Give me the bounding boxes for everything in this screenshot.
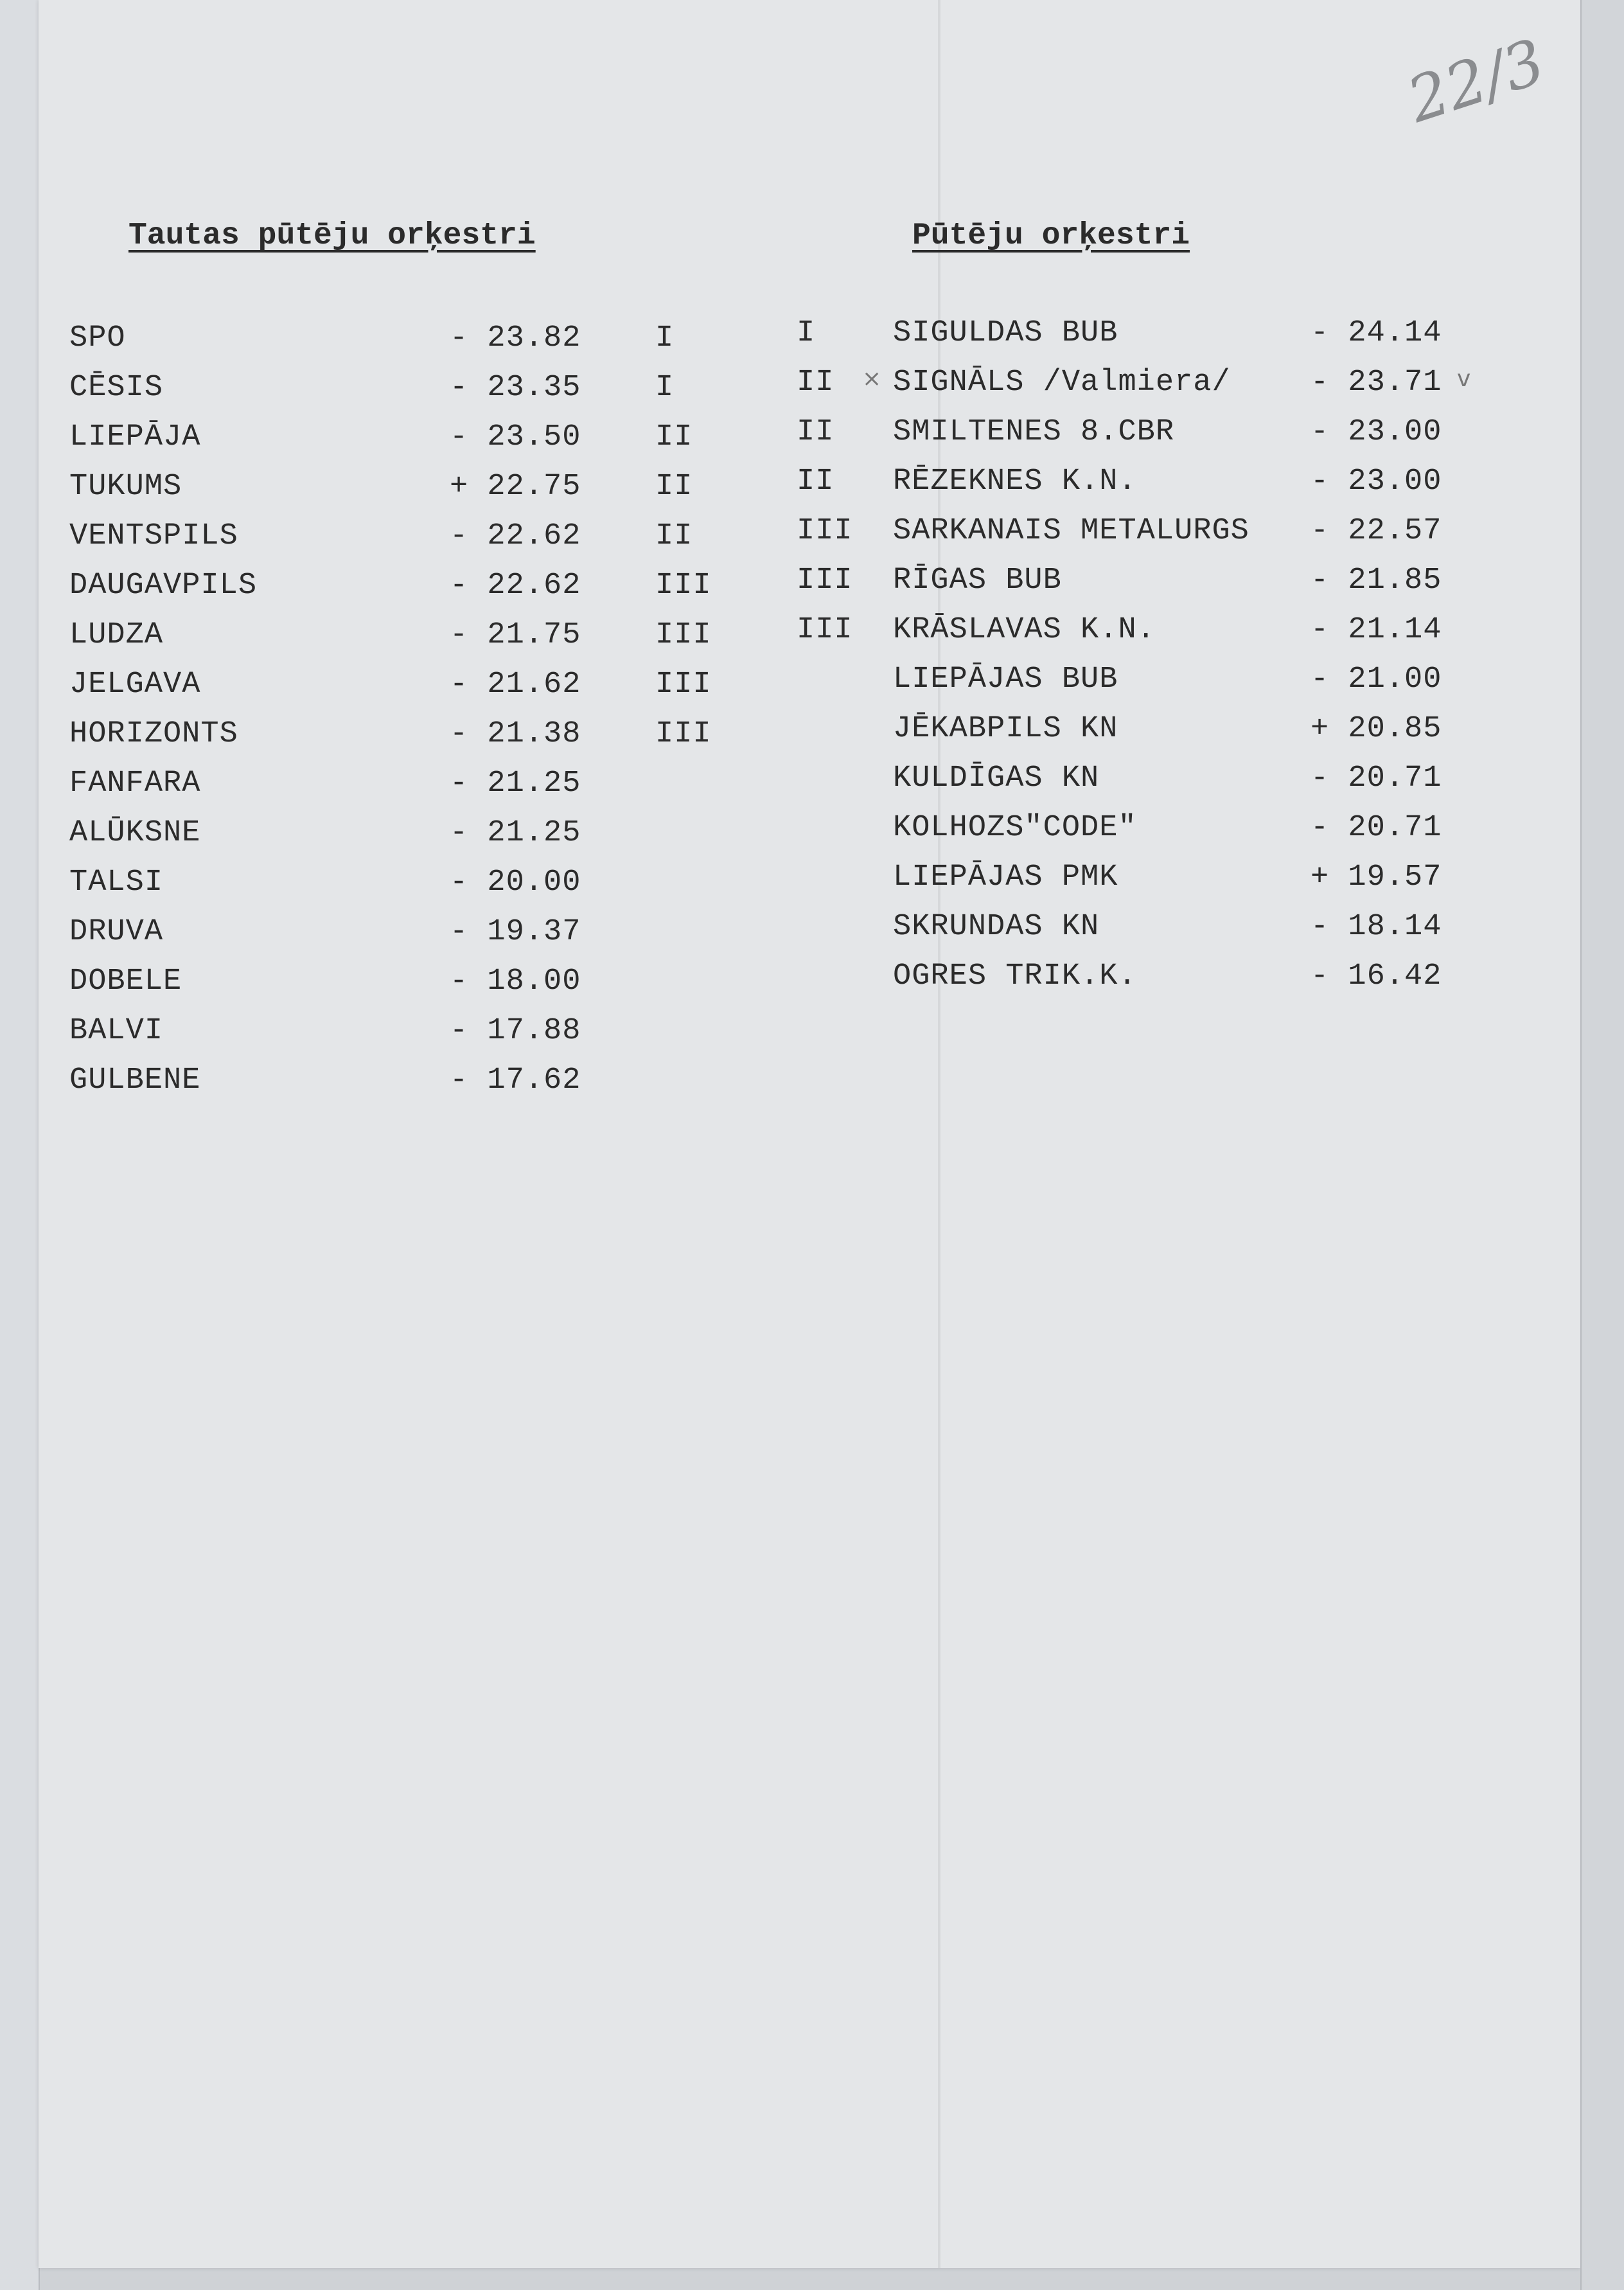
orchestra-grade: II [797, 415, 834, 449]
orchestra-score: - 20.71 [1311, 811, 1442, 845]
orchestra-grade: I [655, 321, 675, 355]
orchestra-name: OGRES TRIK.K. [893, 959, 1137, 993]
orchestra-name: JĒKABPILS KN [893, 712, 1118, 746]
orchestra-grade: II [797, 366, 834, 400]
orchestra-grade: II [797, 465, 834, 499]
orchestra-name: KOLHOZS"CODE" [893, 811, 1137, 845]
orchestra-score: - 23.82 [450, 321, 581, 355]
orchestra-name: LIEPĀJA [69, 420, 201, 454]
orchestra-name: JELGAVA [69, 668, 201, 702]
orchestra-name: DAUGAVPILS [69, 569, 258, 603]
orchestra-name: RĒZEKNES K.N. [893, 465, 1137, 499]
orchestra-score: - 17.88 [450, 1014, 581, 1048]
orchestra-score: - 21.75 [450, 618, 581, 652]
orchestra-score: - 20.71 [1311, 761, 1442, 795]
orchestra-score: + 22.75 [450, 470, 581, 504]
handwritten-cross-mark: × [862, 366, 883, 392]
orchestra-grade: I [655, 371, 675, 405]
orchestra-name: SMILTENES 8.CBR [893, 415, 1175, 449]
orchestra-score: - 21.25 [450, 816, 581, 850]
orchestra-score: - 24.14 [1311, 316, 1442, 350]
handwritten-check-mark: v [1457, 366, 1472, 392]
orchestra-score: + 19.57 [1311, 860, 1442, 894]
orchestra-score: - 18.00 [450, 964, 581, 999]
orchestra-grade: I [797, 316, 816, 350]
orchestra-score: - 23.00 [1311, 415, 1442, 449]
orchestra-name: RĪGAS BUB [893, 564, 1062, 598]
orchestra-score: - 23.35 [450, 371, 581, 405]
orchestra-score: - 22.62 [450, 519, 581, 553]
orchestra-name: KULDĪGAS KN [893, 761, 1100, 795]
orchestra-grade: III [655, 618, 712, 652]
orchestra-name: GULBENE [69, 1063, 201, 1097]
orchestra-name: KRĀSLAVAS K.N. [893, 613, 1156, 647]
orchestra-name: LUDZA [69, 618, 164, 652]
orchestra-name: FANFARA [69, 767, 201, 801]
orchestra-score: - 21.85 [1311, 564, 1442, 598]
left-heading: Tautas pūtēju orķestri [128, 218, 536, 253]
orchestra-score: - 22.57 [1311, 514, 1442, 548]
orchestra-name: SPO [69, 321, 126, 355]
orchestra-name: TALSI [69, 865, 164, 900]
orchestra-name: CĒSIS [69, 371, 164, 405]
right-heading: Pūtēju orķestri [912, 218, 1190, 253]
underlying-sheet-right-edge [1580, 0, 1624, 2290]
underlying-sheet-edge [0, 0, 40, 2290]
orchestra-grade: III [655, 668, 712, 702]
orchestra-name: SARKANAIS METALURGS [893, 514, 1249, 548]
orchestra-name: SIGULDAS BUB [893, 316, 1118, 350]
orchestra-score: - 22.62 [450, 569, 581, 603]
orchestra-name: TUKUMS [69, 470, 182, 504]
orchestra-score: - 23.71 [1311, 366, 1442, 400]
orchestra-name: HORIZONTS [69, 717, 238, 751]
orchestra-grade: II [655, 470, 693, 504]
orchestra-score: - 18.14 [1311, 910, 1442, 944]
orchestra-score: - 16.42 [1311, 959, 1442, 993]
orchestra-score: - 23.50 [450, 420, 581, 454]
orchestra-name: LIEPĀJAS BUB [893, 662, 1118, 697]
orchestra-name: VENTSPILS [69, 519, 238, 553]
orchestra-name: SKRUNDAS KN [893, 910, 1100, 944]
handwritten-page-number: 22/3 [1399, 25, 1553, 137]
orchestra-score: - 21.00 [1311, 662, 1442, 697]
orchestra-grade: II [655, 519, 693, 553]
orchestra-name: ALŪKSNE [69, 816, 201, 850]
orchestra-grade: III [655, 717, 712, 751]
orchestra-score: - 17.62 [450, 1063, 581, 1097]
orchestra-score: - 20.00 [450, 865, 581, 900]
orchestra-grade: III [655, 569, 712, 603]
orchestra-grade: III [797, 613, 853, 647]
orchestra-name: DRUVA [69, 915, 164, 949]
orchestra-name: DOBELE [69, 964, 182, 999]
orchestra-score: - 21.62 [450, 668, 581, 702]
orchestra-grade: II [655, 420, 693, 454]
orchestra-score: - 19.37 [450, 915, 581, 949]
orchestra-grade: III [797, 564, 853, 598]
orchestra-name: BALVI [69, 1014, 164, 1048]
orchestra-score: - 21.25 [450, 767, 581, 801]
orchestra-score: - 21.38 [450, 717, 581, 751]
orchestra-name: LIEPĀJAS PMK [893, 860, 1118, 894]
orchestra-grade: III [797, 514, 853, 548]
orchestra-score: - 21.14 [1311, 613, 1442, 647]
orchestra-score: - 23.00 [1311, 465, 1442, 499]
orchestra-score: + 20.85 [1311, 712, 1442, 746]
orchestra-name: SIGNĀLS /Valmiera/ [893, 366, 1231, 400]
